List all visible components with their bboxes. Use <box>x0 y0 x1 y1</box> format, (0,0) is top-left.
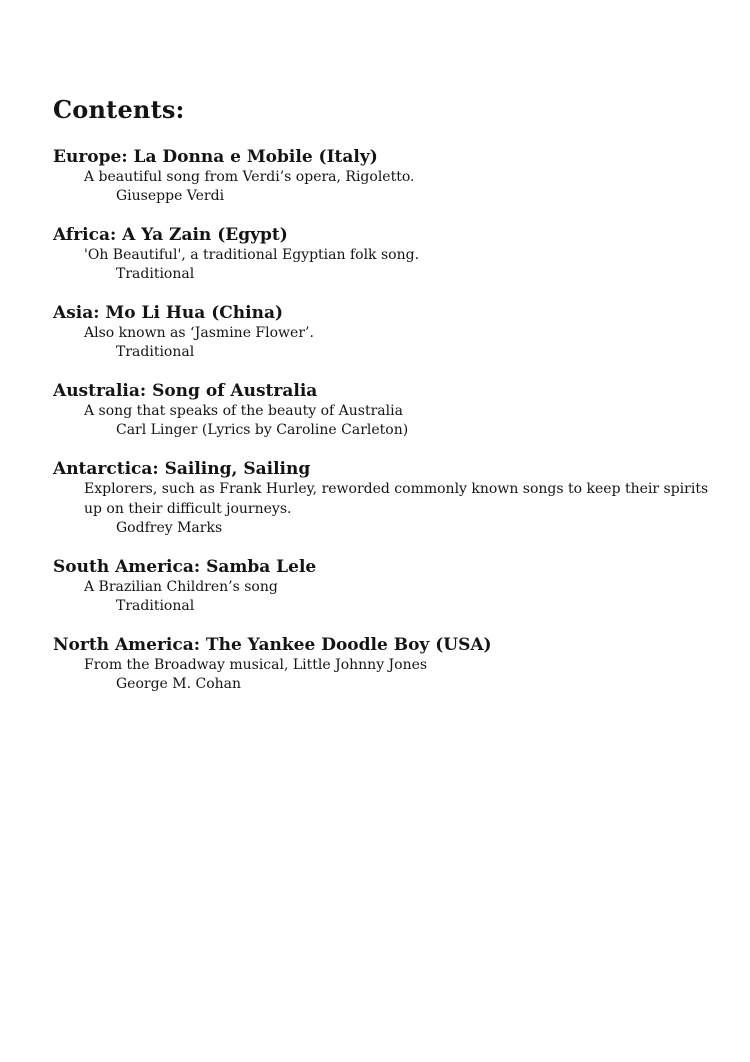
entry-heading: Australia: Song of Australia <box>53 381 318 401</box>
entry-heading: Asia: Mo Li Hua (China) <box>53 303 283 323</box>
contents-entry-north-america <box>53 635 713 693</box>
entry-description: Explorers, such as Frank Hurley, reworded commonly known songs to keep their spirits up on their difficult journeys. <box>84 481 709 517</box>
entry-description: 'Oh Beautiful', a traditional Egyptian folk song. <box>84 247 420 263</box>
entry-heading: South America: Samba Lele <box>53 557 317 577</box>
entry-heading: Europe: La Donna e Mobile (Italy) <box>53 147 378 167</box>
contents-entry-asia <box>53 303 713 361</box>
contents-entry-south-america <box>53 557 713 615</box>
page-title: Contents: <box>53 95 185 124</box>
entry-description: A song that speaks of the beauty of Australia <box>84 403 403 419</box>
contents-entry-europe <box>53 147 713 205</box>
entry-heading: Antarctica: Sailing, Sailing <box>53 459 311 479</box>
entry-description: From the Broadway musical, Little Johnny Jones <box>84 657 428 673</box>
entry-description: A Brazilian Children’s song <box>84 579 278 595</box>
entry-credit: George M. Cohan <box>116 676 242 692</box>
contents-entry-antarctica <box>53 459 713 537</box>
contents-list <box>53 147 713 693</box>
entry-description: Also known as ‘Jasmine Flower’. <box>84 325 314 341</box>
entry-credit: Godfrey Marks <box>116 520 223 536</box>
entry-credit: Traditional <box>116 598 195 614</box>
entry-credit: Traditional <box>116 344 195 360</box>
entry-heading: North America: The Yankee Doodle Boy (USA) <box>53 635 492 655</box>
entry-credit: Carl Linger (Lyrics by Caroline Carleton) <box>116 422 409 438</box>
entry-credit: Giuseppe Verdi <box>116 188 225 204</box>
entry-heading: Africa: A Ya Zain (Egypt) <box>53 225 288 245</box>
entry-description: A beautiful song from Verdi’s opera, Rigoletto. <box>84 169 415 185</box>
contents-entry-australia <box>53 381 713 439</box>
entry-credit: Traditional <box>116 266 195 282</box>
contents-entry-africa <box>53 225 713 283</box>
